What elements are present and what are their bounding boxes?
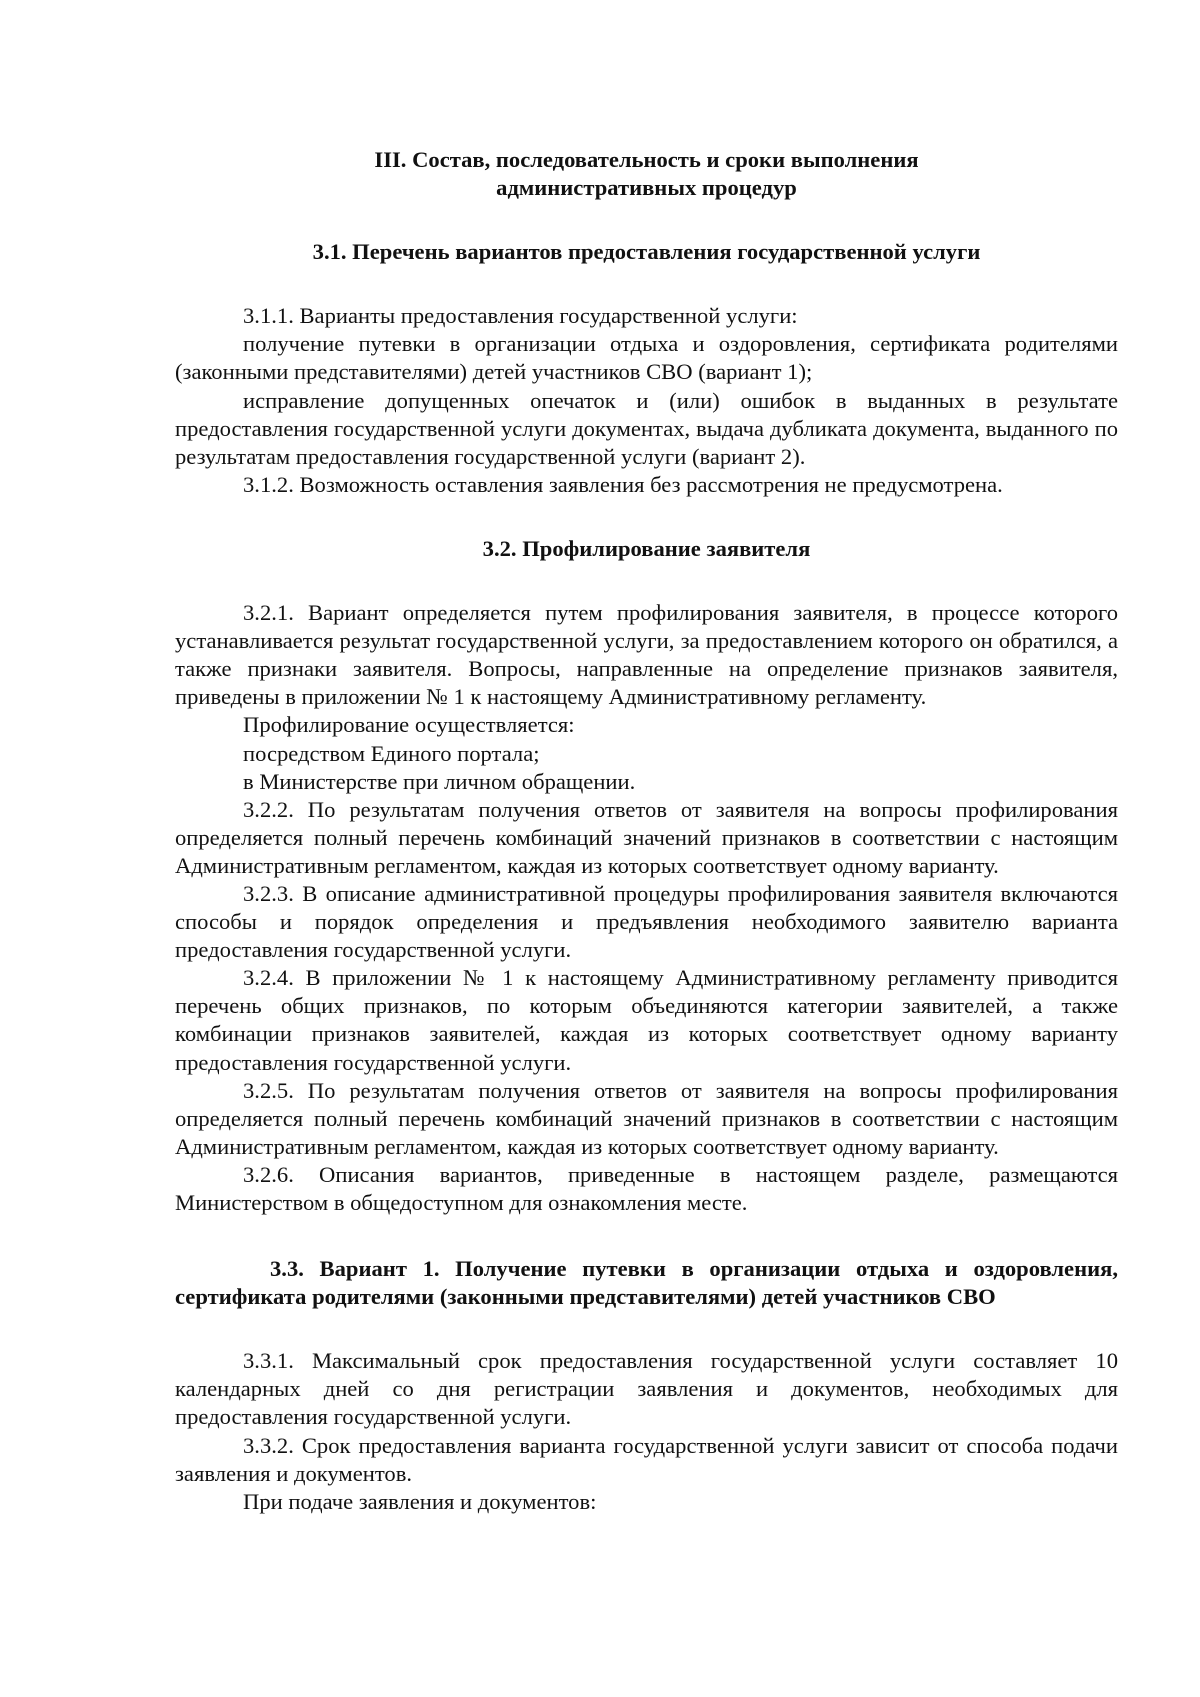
paragraph-ministry: в Министерстве при личном обращении.: [243, 768, 636, 794]
heading-3-1: 3.1. Перечень вариантов предоставления государственной услуги: [312, 239, 981, 265]
paragraph-3-2-4: 3.2.4. В приложении № 1 к настоящему Административному регламенту приводится перечень общих признаков, по которым объединяются категории заявителей, а также комбинации признаков заявителей, каждая из которых соответствует одному варианту предоставления государственной услуги.: [175, 965, 1118, 1075]
paragraph-variant-1: получение путевки в организации отдыха и оздоровления, сертификата родителями (законными представителями) детей участников СВО (вариант 1);: [175, 331, 1118, 385]
paragraph-3-1-2: 3.1.2. Возможность оставления заявления без рассмотрения не предусмотрена.: [243, 471, 1003, 497]
paragraph-variant-2: исправление допущенных опечаток и (или) ошибок в выданных в результате предоставления государственной услуги документах, выдача дубликата документа, выданного по результатам предоставления государственной услуги (вариант 2).: [175, 387, 1118, 469]
paragraph-submission: При подаче заявления и документов:: [243, 1488, 597, 1514]
heading-3-3: 3.3. Вариант 1. Получение путевки в организации отдыха и оздоровления, сертификата родителями (законными представителями) детей участников СВО: [175, 1256, 1118, 1310]
paragraph-3-3-2: 3.3.2. Срок предоставления варианта государственной услуги зависит от способа подачи заявления и документов.: [175, 1432, 1118, 1486]
paragraph-3-2-2: 3.2.2. По результатам получения ответов от заявителя на вопросы профилирования определяется полный перечень комбинаций значений признаков в соответствии с настоящим Административным регламентом, каждая из которых соответствует одному варианту.: [175, 796, 1118, 878]
paragraph-3-2-1: 3.2.1. Вариант определяется путем профилирования заявителя, в процессе которого устанавливается результат государственной услуги, за предоставлением которого он обратился, а также признаки заявителя. Вопросы, направленные на определение признаков заявителя, приведены в приложении № 1 к настоящему Административному регламенту.: [175, 600, 1118, 710]
paragraph-portal: посредством Единого портала;: [243, 740, 540, 766]
section-title-line-2: административных процедур: [496, 175, 797, 201]
paragraph-3-3-1: 3.3.1. Максимальный срок предоставления государственной услуги составляет 10 календарных дней со дня регистрации заявления и документов, необходимых для предоставления государственной услуги.: [175, 1348, 1118, 1430]
paragraph-3-1-1: 3.1.1. Варианты предоставления государственной услуги:: [243, 303, 798, 329]
paragraph-3-2-3: 3.2.3. В описание административной процедуры профилирования заявителя включаются способы и порядок определения и предъявления необходимого заявителю варианта предоставления государственной услуги.: [175, 880, 1118, 963]
paragraph-3-2-5: 3.2.5. По результатам получения ответов от заявителя на вопросы профилирования определяется полный перечень комбинаций значений признаков в соответствии с настоящим Административным регламентом, каждая из которых соответствует одному варианту.: [175, 1077, 1118, 1159]
heading-3-2: 3.2. Профилирование заявителя: [482, 535, 811, 561]
paragraph-profiling: Профилирование осуществляется:: [243, 712, 575, 738]
section-title: [175, 146, 1118, 202]
section-title-line-1: III. Состав, последовательность и сроки выполнения: [374, 147, 919, 172]
paragraph-3-2-6: 3.2.6. Описания вариантов, приведенные в настоящем разделе, размещаются Министерством в общедоступном для ознакомления месте.: [175, 1161, 1118, 1215]
